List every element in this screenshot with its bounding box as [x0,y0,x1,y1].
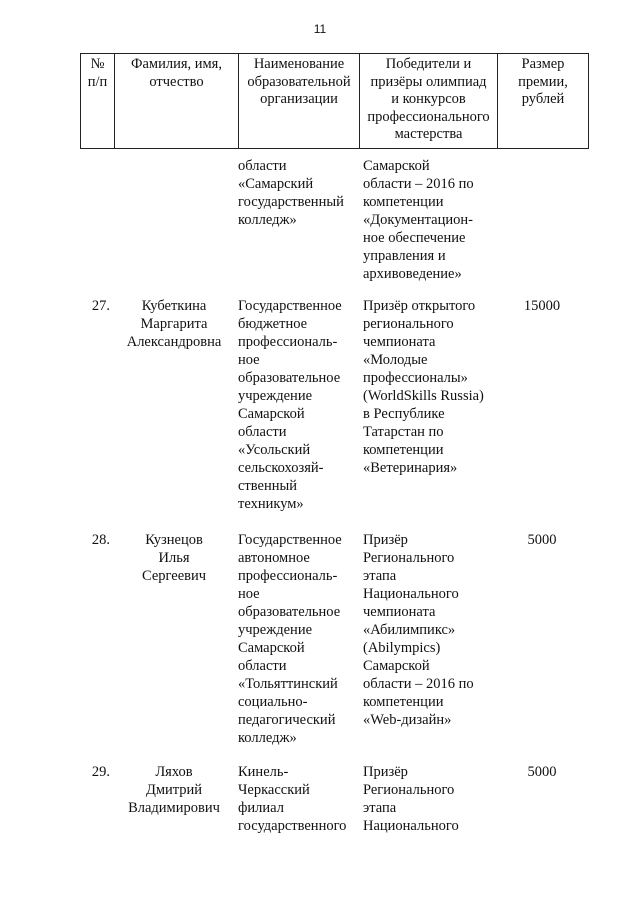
row-27-num: 27. [91,298,110,314]
row-27-org: Государственное бюджетное профессиональ- ное образовательное учреждение Самарской области «Усольский сельскохозяй- ственный техникум» [238,298,342,512]
table-header [80,53,589,149]
row-28-org: Государственное автономное профессиональ- ное образовательное учреждение Самарской области «Тольяттинский социально- педагогический колледж» [238,532,342,746]
row-28-fio: Кузнецов Илья Сергеевич [141,532,207,584]
row-27-fio: Кубеткина Маргарита Александровна [126,298,222,350]
header-prize: Размер премии, рублей [498,54,589,149]
row-29-fio: Ляхов Дмитрий Владимирович [128,764,220,816]
row-29-prize: 5000 [527,764,557,780]
row-29-winners: Призёр Регионального этапа Национального [363,764,459,834]
row-29-num: 29. [91,764,110,780]
continuation-org: области «Самарский государственный колледж» [238,158,344,228]
row-27-winners: Призёр открытого регионального чемпионата «Молодые профессионалы» (WorldSkills Russia) в Республике Татарстан по компетенции «Ветеринария» [363,298,484,476]
header-winners: Победители и призёры олимпиад и конкурсов профессионального мастерства [360,54,498,149]
header-num: № п/п [81,54,115,149]
row-29-org: Кинель- Черкасский филиал государственного [238,764,347,834]
header-fio: Фамилия, имя, отчество [115,54,239,149]
row-28-prize: 5000 [527,532,557,548]
header-org: Наименование образовательной организации [239,54,360,149]
continuation-winners: Самарской области – 2016 по компетенции «Документацион- ное обеспечение управления и архивоведение» [363,158,474,282]
header-row [81,54,589,149]
row-27-prize: 15000 [523,298,561,314]
page-number: 11 [313,22,327,36]
row-28-num: 28. [91,532,110,548]
row-28-winners: Призёр Регионального этапа Национального чемпионата «Абилимпикс» (Abilympics) Самарской области – 2016 по компетенции «Web-дизайн» [363,532,474,728]
